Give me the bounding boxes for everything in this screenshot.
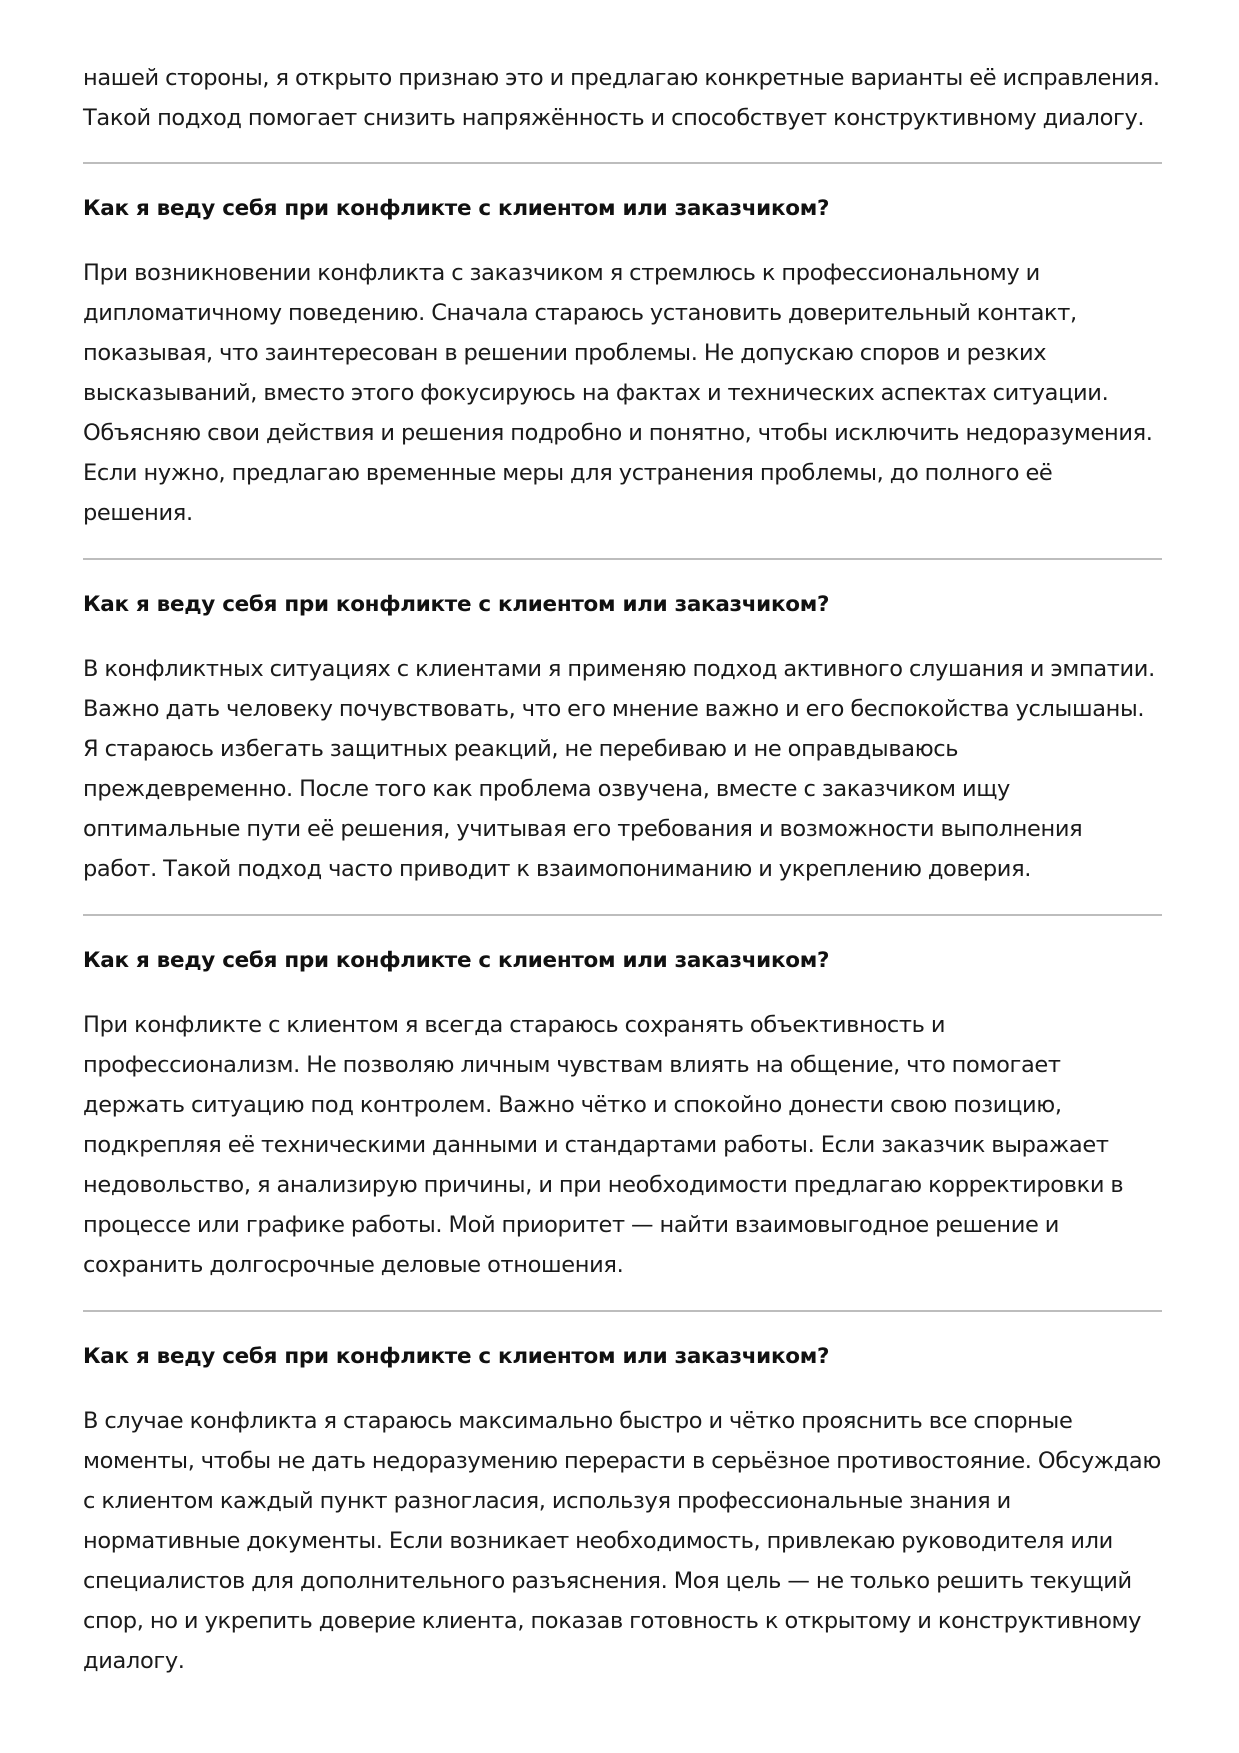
section-divider [83,162,1162,164]
section-divider [83,558,1162,560]
qa-section [83,558,1162,889]
section-answer: При конфликте с клиентом я всегда стараюсь сохранять объективность и профессионализм. Не позволяю личным чувствам влиять на общение, что помогает держать ситуацию под контролем. Важно чётко и спокойно донести свою позицию, подкрепляя её техническими данными и стандартами работы. Если заказчик выражает недовольство, я анализирую причины, и при необходимости предлагаю корректировки в процессе или графике работы. Мой приоритет — найти взаимовыгодное решение и сохранить долгосрочные деловые отношения. [83,1012,1124,1278]
section-question: Как я веду себя при конфликте с клиентом или заказчиком? [83,1344,830,1369]
qa-section [83,162,1162,533]
section-divider [83,914,1162,916]
document-page [83,58,1162,1706]
intro-paragraph: нашей стороны, я открыто признаю это и предлагаю конкретные варианты её исправления. Такой подход помогает снизить напряжённость и способствует конструктивному диалогу. [83,65,1160,131]
qa-section [83,1310,1162,1681]
section-answer: В конфликтных ситуациях с клиентами я применяю подход активного слушания и эмпатии. Важно дать человеку почувствовать, что его мнение важно и его беспокойства услышаны. Я стараюсь избегать защитных реакций, не перебиваю и не оправдываюсь преждевременно. После того как проблема озвучена, вместе с заказчиком ищу оптимальные пути её решения, учитывая его требования и возможности выполнения работ. Такой подход часто приводит к взаимопониманию и укреплению доверия. [83,656,1155,882]
section-question: Как я веду себя при конфликте с клиентом или заказчиком? [83,592,830,617]
qa-section [83,914,1162,1285]
section-question: Как я веду себя при конфликте с клиентом или заказчиком? [83,196,830,221]
section-divider [83,1310,1162,1312]
section-answer: В случае конфликта я стараюсь максимально быстро и чётко прояснить все спорные моменты, чтобы не дать недоразумению перерасти в серьёзное противостояние. Обсуждаю с клиентом каждый пункт разногласия, используя профессиональные знания и нормативные документы. Если возникает необходимость, привлекаю руководителя или специалистов для дополнительного разъяснения. Моя цель — не только решить текущий спор, но и укрепить доверие клиента, показав готовность к открытому и конструктивному диалогу. [83,1408,1161,1674]
section-answer: При возникновении конфликта с заказчиком я стремлюсь к профессиональному и дипломатичному поведению. Сначала стараюсь установить доверительный контакт, показывая, что заинтересован в решении проблемы. Не допускаю споров и резких высказываний, вместо этого фокусируюсь на фактах и технических аспектах ситуации. Объясняю свои действия и решения подробно и понятно, чтобы исключить недоразумения. Если нужно, предлагаю временные меры для устранения проблемы, до полного её решения. [83,260,1153,526]
section-question: Как я веду себя при конфликте с клиентом или заказчиком? [83,948,830,973]
